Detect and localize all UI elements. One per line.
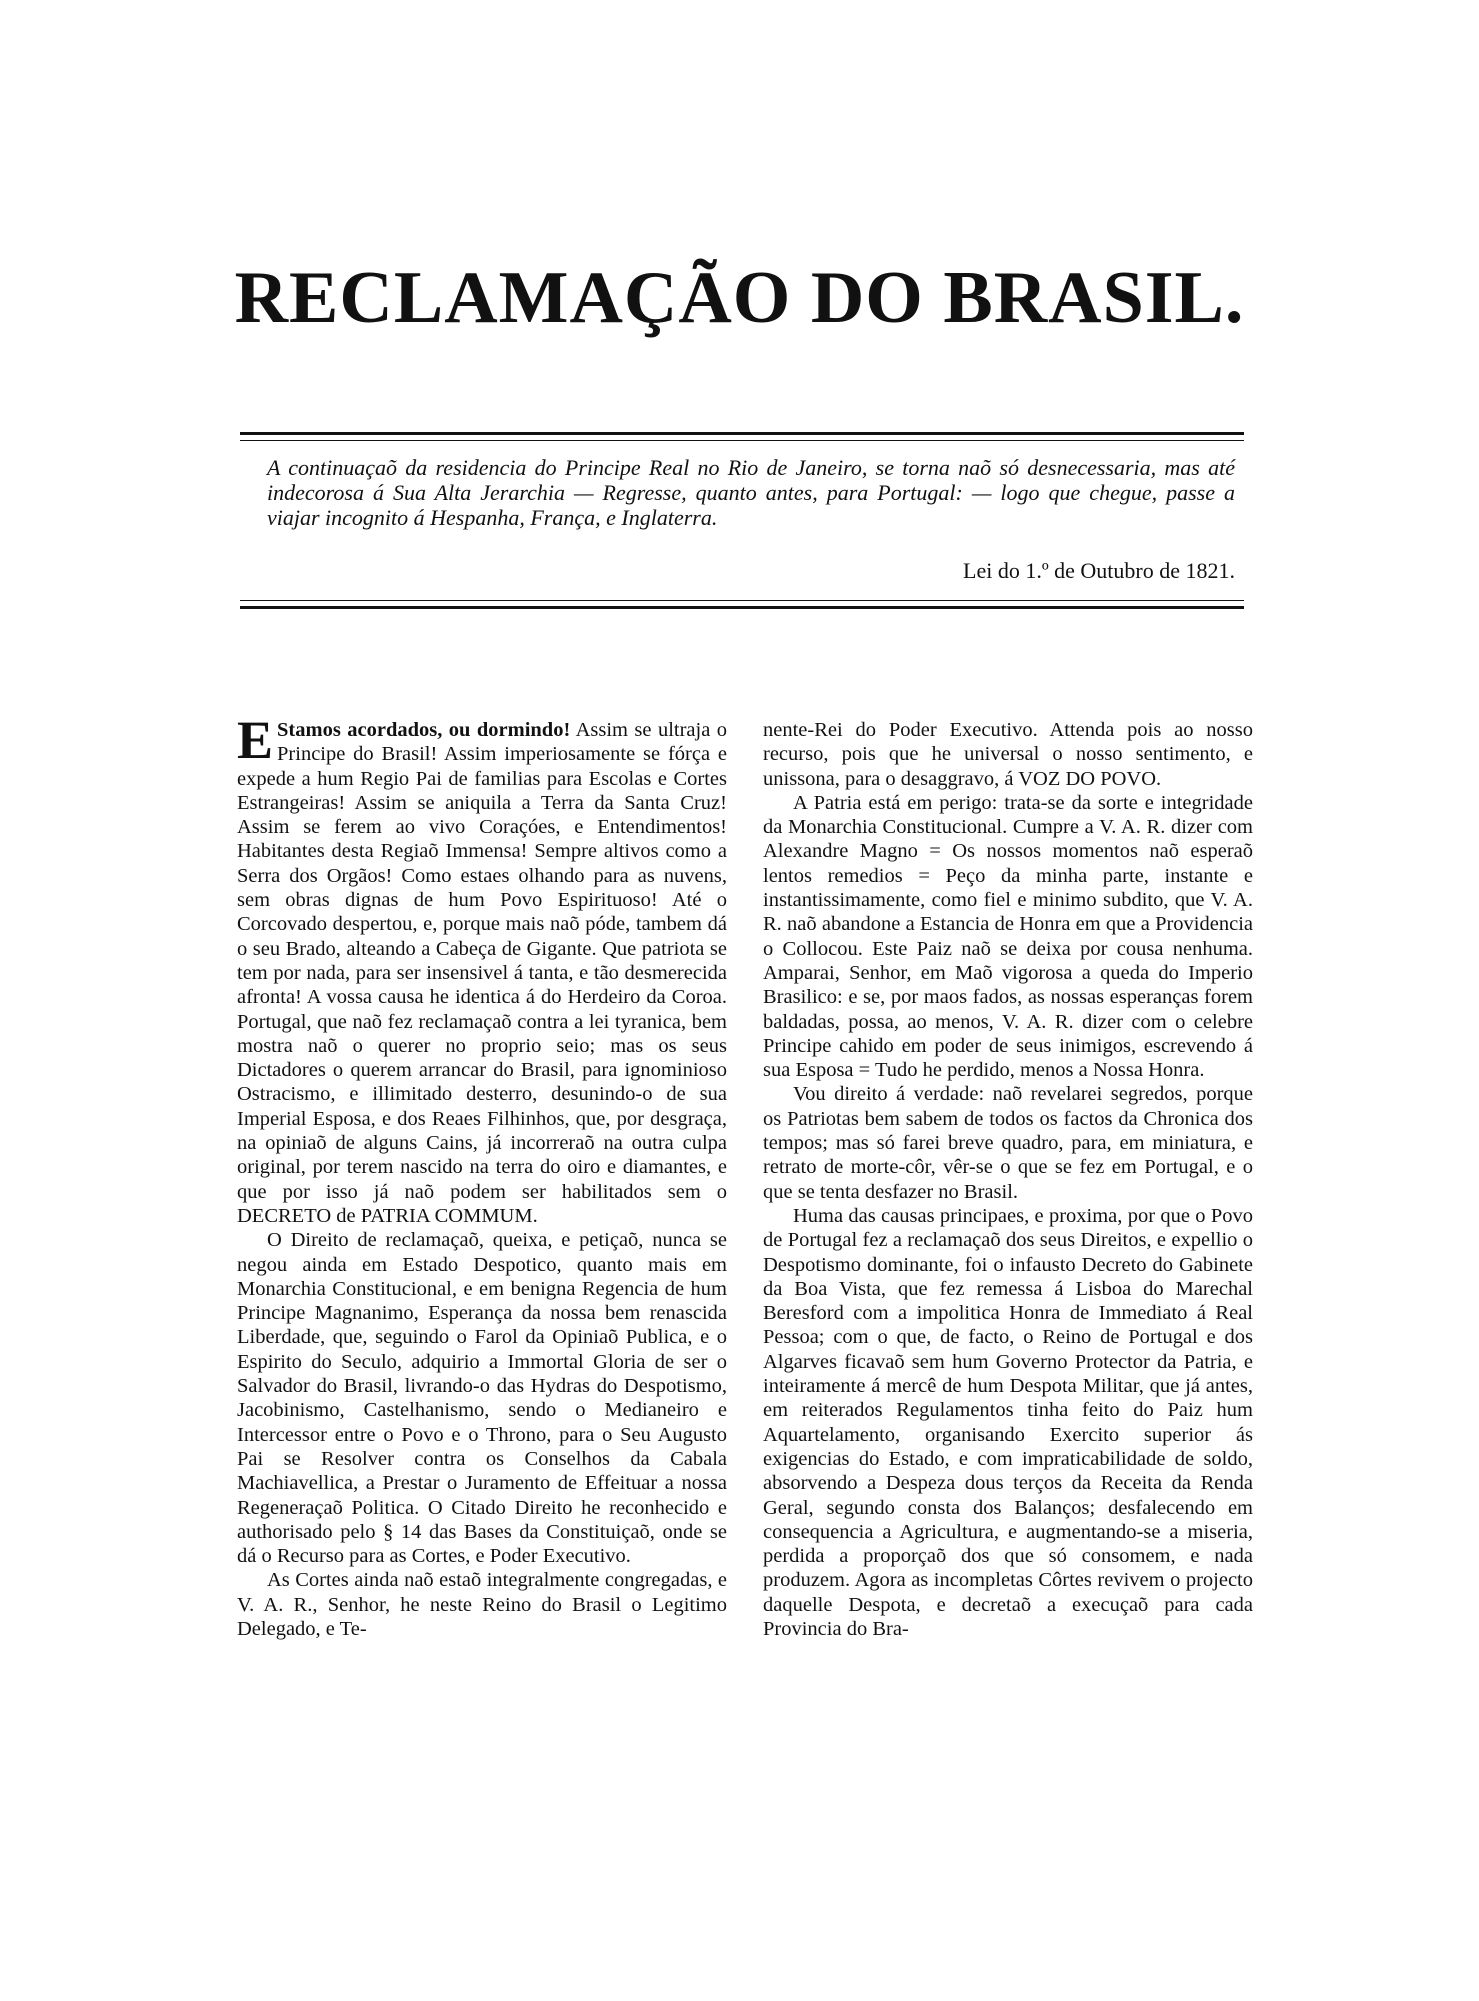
epigraph-text: A continuaçaõ da residencia do Principe Real no Rio de Janeiro, se torna naõ só desnecessaria, mas até indecorosa á Sua Alta Jerarchia — Regresse, quanto antes, para Portugal: — logo que chegue, passe a viajar incognito á Hespanha, França, e Inglaterra.	[267, 455, 1235, 530]
body-columns	[237, 718, 1253, 1998]
paragraph: O Direito de reclamaçaõ, queixa, e petiçaõ, nunca se negou ainda em Estado Despotico, quanto mais em Monarchia Constitucional, e em benigna Regencia de hum Principe Magnanimo, Esperança da nossa bem renascida Liberdade, que, seguindo o Farol da Opiniaõ Publica, e o Espirito do Seculo, adquirio a Immortal Gloria de ser o Salvador do Brasil, livrando-o das Hydras do Despotismo, Jacobinismo, Castelhanismo, sendo o Medianeiro e Intercessor entre o Povo e o Throno, para o Seu Augusto Pai se Resolver contra os Conselhos da Cabala Machiavellica, a Prestar o Juramento de Effeituar a nossa Regeneraçaõ Politica. O Citado Direito he reconhecido e authorisado pelo § 14 das Bases da Constituiçaõ, onde se dá o Recurso para as Cortes, e Poder Executivo.	[237, 1229, 727, 1568]
paragraph: A Patria está em perigo: trata-se da sorte e integridade da Monarchia Constitucional. Cumpre a V. A. R. dizer com Alexandre Magno = Os nossos momentos naõ esperaõ lentos remedios = Peço da minha parte, instante e instantissimamente, como fiel e minimo subdito, que V. A. R. naõ abandone a Estancia de Honra em que a Providencia o Collocou. Este Paiz naõ se deixa por cousa nenhuma. Amparai, Senhor, em Maõ vigorosa a queda do Imperio Brasilico: e se, por maos fados, as nossas esperanças forem baldadas, possa, ao menos, V. A. R. dizer com o celebre Principe cahido em poder de seus inimigos, escrevendo á sua Esposa = Tudo he perdido, menos a Nossa Honra.	[763, 791, 1253, 1082]
left-column	[237, 718, 727, 1998]
opening-paragraph	[237, 718, 727, 1228]
opening-words: Stamos acordados, ou dormindo!	[277, 719, 571, 741]
paragraph: Vou direito á verdade: naõ revelarei segredos, porque os Patriotas bem sabem de todos os factos da Chronica dos tempos; mas só farei breve quadro, para, em miniatura, e retrato de morte-côr, vêr-se o que se fez em Portugal, e o que se tenta desfazer no Brasil.	[763, 1083, 1253, 1203]
paragraph-text: Assim se ultraja o Principe do Brasil! Assim imperiosamente se fórça e expede a hum Regio Pai de familias para Escolas e Cortes Estrangeiras! Assim se aniquila a Terra da Santa Cruz! Assim se ferem ao vivo Coraçóes, e Entendimentos! Habitantes desta Regiaõ Immensa! Sempre altivos como a Serra dos Orgãos! Como estaes olhando para as nuvens, sem obras dignas de hum Povo Espirituoso! Até o Corcovado despertou, e, porque mais naõ póde, tambem dá o seu Brado, alteando a Cabeça de Gigante. Que patriota se tem por nada, para ser insensivel á tanta, e tão desmerecida afronta! A vossa causa he identica á do Herdeiro da Coroa. Portugal, que naõ fez reclamaçaõ contra a lei tyranica, bem mostra naõ o querer no proprio seio; mas os seus Dictadores o querem arrancar do Brasil, para ignominioso Ostracismo, e illimitado desterro, desunindo-o de sua Imperial Esposa, e dos Reaes Filhinhos, que, por desgraça, na opiniaõ de alguns Cains, já incorreraõ na outra culpa original, por terem nascido na terra do oiro e diamantes, e que por isso já naõ podem ser habilitados sem o DECRETO de PATRIA COMMUM.	[237, 719, 727, 1227]
document-title: RECLAMAÇÃO DO BRASIL.	[234, 257, 1245, 339]
paragraph-continued: nente-Rei do Poder Executivo. Attenda pois ao nosso recurso, pois que he universal o nosso sentimento, e unissona, para o desaggravo, á VOZ DO POVO.	[763, 719, 1253, 790]
top-double-rule-thin	[240, 440, 1244, 441]
drop-cap: E	[237, 718, 274, 770]
bottom-double-rule-thick	[240, 606, 1244, 609]
epigraph-citation: Lei do 1.º de Outubro de 1821.	[963, 558, 1235, 583]
paragraph: As Cortes ainda naõ estaõ integralmente congregadas, e V. A. R., Senhor, he neste Reino do Brasil o Legitimo Delegado, e Te-	[237, 1569, 727, 1640]
bottom-double-rule-thin	[240, 600, 1244, 601]
top-double-rule-thick	[240, 432, 1244, 435]
right-column	[763, 718, 1253, 1998]
paragraph: Huma das causas principaes, e proxima, por que o Povo de Portugal fez a reclamaçaõ dos seus Direitos, e expellio o Despotismo dominante, foi o infausto Decreto do Gabinete da Boa Vista, que fez remessa á Lisboa do Marechal Beresford com a impolitica Honra de Immediato á Real Pessoa; com o que, de facto, o Reino de Portugal e dos Algarves ficavaõ sem hum Governo Protector da Patria, e inteiramente á mercê de hum Despota Militar, que já antes, em reiterados Regulamentos tinha feito do Paiz hum Aquartelamento, organisando Exercito superior ás exigencias do Estado, e com impraticabilidade de soldo, absorvendo a Despeza dous terços da Receita da Renda Geral, segundo consta dos Balanços; desfalecendo em consequencia a Agricultura, e augmentando-se a miseria, perdida a proporçaõ dos que só consomem, e nada produzem. Agora as incompletas Côrtes revivem o projecto daquelle Despota, e decretaõ a execuçaõ para cada Provincia do Bra-	[763, 1204, 1253, 1640]
